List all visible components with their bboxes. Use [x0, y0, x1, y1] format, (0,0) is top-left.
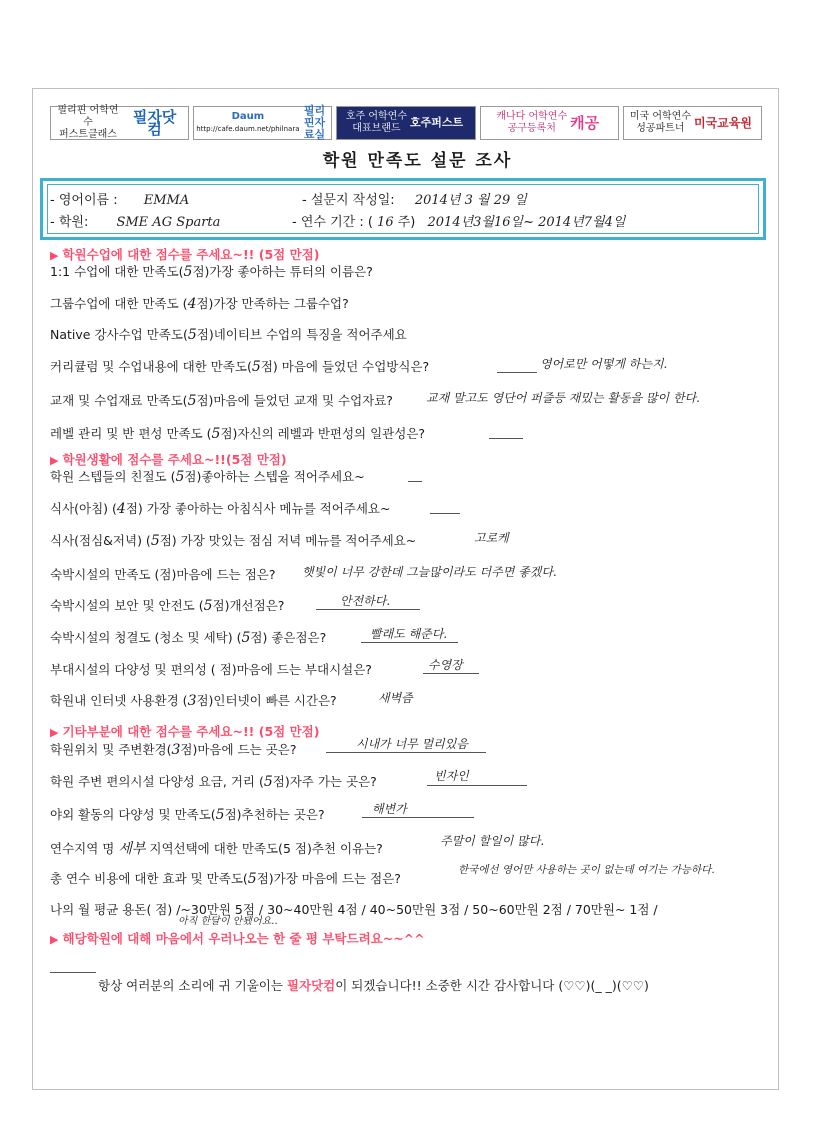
- logo-text: 캐나다 어학연수: [496, 111, 568, 122]
- survey-question: 학원위치 및 주변환경(3점)마음에 드는 곳은?: [50, 742, 297, 758]
- logo-text: 대표브랜드: [352, 123, 401, 134]
- score-value: 5: [247, 871, 257, 887]
- respondent-info-box: [40, 178, 766, 240]
- daum-cafe-logo[interactable]: [193, 106, 332, 140]
- handwritten-answer: 아직 한달이 안됐어요..: [178, 916, 278, 927]
- score-value: 5: [263, 774, 273, 790]
- logo-text: 필리핀 어학연수: [57, 105, 119, 128]
- section-heading-text: 해당학원에 대해 마음에서 우러나오는 한 줄 평 부탁드려요~~^^: [62, 931, 425, 946]
- footer-text: 항상 여러분의 소리에 귀 기울이는: [98, 978, 287, 993]
- handwritten-answer: 빈자인: [434, 769, 469, 783]
- score-value: 5: [187, 327, 197, 343]
- english-name-label: - 영어이름 :: [50, 193, 118, 208]
- survey-question: 1:1 수업에 대한 만족도(5점)가장 좋아하는 튜터의 이름은?: [50, 264, 373, 280]
- handwritten-answer: 주말이 할일이 많다.: [440, 834, 545, 848]
- score-value: 4: [116, 501, 126, 517]
- english-name-row: [50, 189, 189, 208]
- usa-edu-logo[interactable]: [623, 106, 762, 140]
- handwritten-answer: 교재 말고도 영단어 퍼즐등 재밌는 활동을 많이 한다.: [426, 391, 700, 405]
- handwritten-answer: 시내가 너무 멀리있음: [356, 737, 468, 751]
- handwritten-answer: 한국에선 영어만 사용하는 곳이 없는데 여기는 가능하다.: [458, 864, 715, 876]
- logo-text: 퍼스트클래스: [58, 129, 117, 140]
- section-heading: ▶ 기타부분에 대한 점수를 주세요~!! (5점 만점): [50, 724, 320, 739]
- logo-brand: 호주퍼스트: [410, 116, 464, 129]
- survey-question: 나의 월 평균 용돈( 점) /~30만원 5점 / 30~40만원 4점 / 40~50만원 3점 / 50~60만원 2점 / 70만원~ 1점 /: [50, 902, 658, 917]
- school-label: - 학원:: [50, 215, 89, 230]
- page-title: 학원 만족도 설문 조사: [322, 151, 513, 171]
- handwritten-answer: 새벽즘: [378, 691, 413, 705]
- survey-question: 그룹수업에 대한 만족도 (4점)가장 만족하는 그룹수업?: [50, 296, 349, 312]
- survey-question: 식사(점심&저녁) (5점) 가장 맛있는 점심 저녁 메뉴를 적어주세요~: [50, 533, 417, 549]
- logo-text: 미국 어학연수: [629, 111, 691, 122]
- survey-question: 연수지역 명 세부 지역선택에 대한 만족도(5 점)추천 이유는?: [50, 841, 383, 857]
- handwritten-answer: 고로케: [474, 531, 509, 545]
- canada-logo[interactable]: [480, 106, 619, 140]
- survey-question: 숙박시설의 청결도 (청소 및 세탁) (5점) 좋은점은?: [50, 630, 327, 646]
- school-row: [50, 211, 220, 230]
- logo-text: Daum: [231, 111, 265, 122]
- survey-question: 교재 및 수업재료 만족도(5점)마음에 들었던 교재 및 수업자료?: [50, 393, 393, 409]
- footer-text: 이 되겠습니다!! 소중한 시간 감사합니다 (♡♡)(_ _)(♡♡): [335, 978, 649, 993]
- survey-question: 부대시설의 다양성 및 편의성 ( 점)마음에 드는 부대시설은?: [50, 662, 372, 677]
- survey-question: 커리큘럼 및 수업내용에 대한 만족도(5점) 마음에 들었던 수업방식은?: [50, 359, 430, 375]
- survey-question: 레벨 관리 및 반 편성 만족도 (5점)자신의 레벨과 반편성의 일관성은?: [50, 426, 426, 442]
- score-value: 세부: [118, 841, 146, 857]
- survey-question: Native 강사수업 만족도(5점)네이티브 수업의 특징을 적어주세요: [50, 327, 407, 343]
- survey-question: 학원 스텝들의 친절도 (5점)좋아하는 스텝을 적어주세요~: [50, 469, 365, 485]
- score-value: 3: [187, 693, 197, 709]
- footer-brand: 필자닷컴: [286, 978, 336, 993]
- score-value: 5: [251, 359, 261, 375]
- logo-brand: 미국교육원: [694, 116, 752, 130]
- survey-question: 숙박시설의 만족도 (점)마음에 드는 점은?: [50, 567, 276, 582]
- score-value: 3: [171, 742, 181, 758]
- logo-brand: 캐공: [570, 114, 600, 132]
- section-heading-text: 학원생활에 점수를 주세요~!!(5점 만점): [62, 452, 287, 467]
- section-heading: ▶ 해당학원에 대해 마음에서 우러나오는 한 줄 평 부탁드려요~~^^: [50, 931, 425, 946]
- handwritten-answer: 해변가: [372, 802, 407, 816]
- handwritten-answer: 안전하다.: [340, 594, 391, 608]
- period-unit: 주): [397, 215, 416, 230]
- period-weeks: 16: [377, 215, 394, 230]
- handwritten-answer: 수영장: [428, 658, 463, 672]
- survey-question: 총 연수 비용에 대한 효과 및 만족도(5점)가장 마음에 드는 점은?: [50, 871, 401, 887]
- logo-text: 성공파트너: [636, 123, 685, 134]
- score-value: 4: [187, 296, 197, 312]
- logo-text: http://cafe.daum.net/philnara: [196, 125, 300, 133]
- score-value: 5: [183, 264, 193, 280]
- logo-text: 호주 어학연수: [345, 111, 407, 122]
- period-label: - 연수 기간 : (: [292, 215, 373, 230]
- survey-question: 숙박시설의 보안 및 안전도 (5점)개선점은?: [50, 598, 285, 614]
- section-heading-text: 학원수업에 대한 점수를 주세요~!! (5점 만점): [62, 247, 320, 262]
- date-row: [302, 189, 527, 208]
- survey-question: 학원 주변 편의시설 다양성 요금, 거리 (5점)자주 가는 곳은?: [50, 774, 377, 790]
- survey-question: 학원내 인터넷 사용환경 (3점)인터넷이 빠른 시간은?: [50, 693, 337, 709]
- philja-logo[interactable]: [50, 106, 189, 140]
- score-value: 5: [215, 807, 225, 823]
- score-value: 5: [211, 426, 221, 442]
- english-name-value: EMMA: [143, 193, 190, 208]
- score-value: 5: [203, 598, 213, 614]
- sponsor-banner: [50, 106, 762, 140]
- period-value: 2014년3월16일~ 2014년7월4일: [427, 215, 626, 230]
- handwritten-answer: 빨래도 해준다.: [370, 627, 448, 641]
- score-value: 5: [175, 469, 185, 485]
- score-value: 5: [150, 533, 160, 549]
- logo-text: 공구등록처: [507, 123, 556, 134]
- handwritten-answer: 영어로만 어떻게 하는지.: [540, 357, 668, 371]
- date-value: 2014년 3 월 29 일: [414, 193, 527, 208]
- logo-brand: 필리핀자료실: [303, 104, 326, 141]
- period-row: [292, 211, 625, 230]
- score-value: 5: [241, 630, 251, 646]
- section-heading-text: 기타부분에 대한 점수를 주세요~!! (5점 만점): [62, 724, 320, 739]
- score-value: 5: [187, 393, 197, 409]
- survey-question: 야외 활동의 다양성 및 만족도(5점)추천하는 곳은?: [50, 807, 325, 823]
- date-label: - 설문지 작성일:: [302, 193, 395, 208]
- footer-message: [98, 976, 649, 994]
- section-heading: ▶ 학원수업에 대한 점수를 주세요~!! (5점 만점): [50, 247, 320, 262]
- handwritten-answer: 햇빛이 너무 강한데 그늘많이라도 더주면 좋겠다.: [302, 565, 557, 579]
- hoju-first-logo[interactable]: [336, 106, 475, 140]
- logo-brand: 필자닷컴: [132, 108, 177, 138]
- school-value: SME AG Sparta: [116, 215, 221, 230]
- survey-question: 식사(아침) (4점) 가장 좋아하는 아침식사 메뉴를 적어주세요~: [50, 501, 391, 517]
- section-heading: ▶ 학원생활에 점수를 주세요~!!(5점 만점): [50, 452, 287, 467]
